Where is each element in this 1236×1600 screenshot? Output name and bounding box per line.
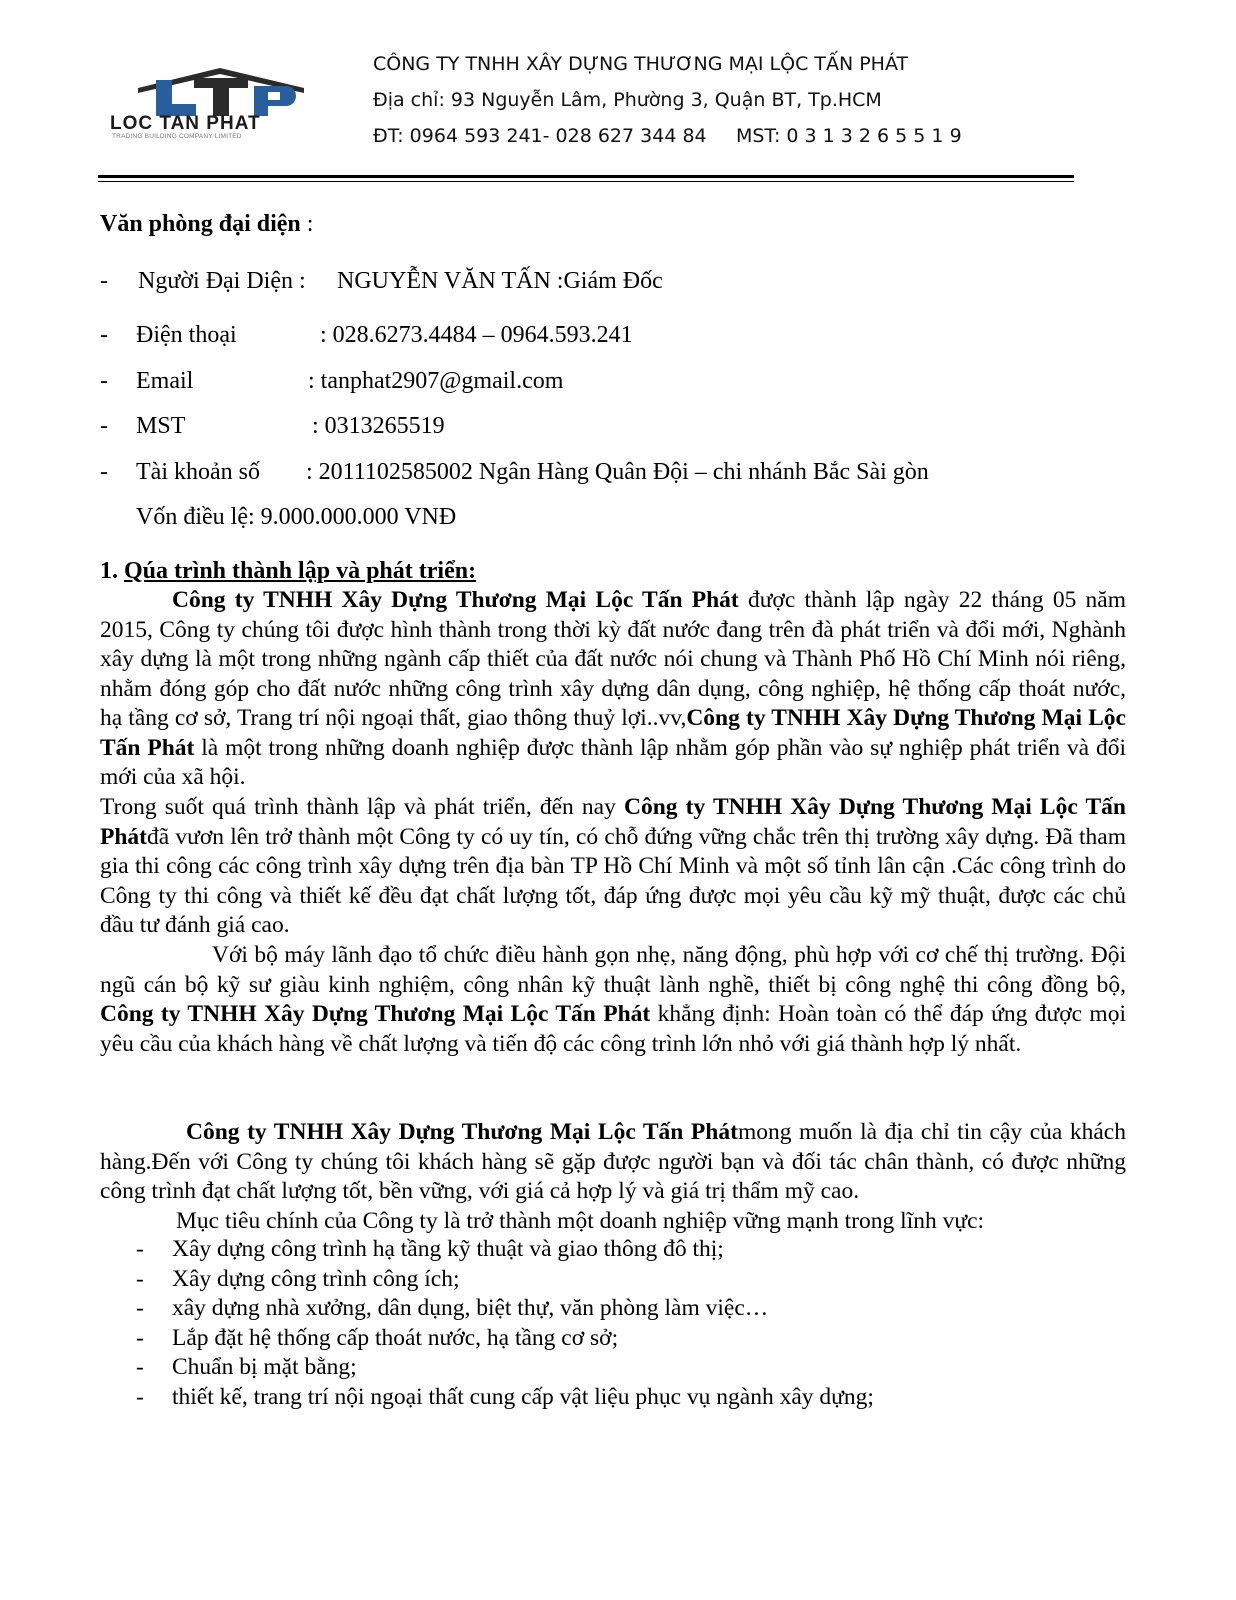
list-dash: - [100, 268, 108, 294]
paragraph-mission: Công ty TNHH Xây Dựng Thương Mại Lộc Tấn Phátmong muốn là địa chỉ tin cậy của khách hàng.Đến với Công ty chúng tôi khách hàng sẽ gặp được người bạn và đối tác chân thành, có được những công trình đạt chất lượng tốt, bền vững, với giá cả hợp lý và giá trị thẩm mỹ cao. [100, 1119, 1126, 1204]
company-name: CÔNG TY TNHH XÂY DỰNG THƯƠNG MẠI LỘC TẤN PHÁT [373, 53, 909, 75]
representative-label: Người Đại Diện : [138, 268, 306, 294]
tax-label: MST [136, 413, 186, 439]
company-phone: ĐT: 0964 593 241- 028 627 344 84 [373, 125, 707, 147]
company-tax-code: MST: 0 3 1 3 2 6 5 5 1 9 [736, 125, 962, 147]
section-heading: 1. Qúa trình thành lập và phát triển: [100, 558, 477, 584]
logo-tagline: TRADING BUILDING COMPANY LIMITED [112, 133, 242, 140]
list-item: - thiết kế, trang trí nội ngoại thất cung cấp vật liệu phục vụ ngành xây dựng; [136, 1383, 874, 1410]
charter-capital: Vốn điều lệ: 9.000.000.000 VNĐ [136, 504, 457, 530]
list-dash: - [100, 459, 108, 485]
list-item: - xây dựng nhà xưởng, dân dụng, biệt thự, văn phòng làm việc… [136, 1295, 769, 1321]
paragraph-founding: Công ty TNHH Xây Dựng Thương Mại Lộc Tấn Phát được thành lập ngày 22 tháng 05 năm 2015, Công ty chúng tôi được hình thành trong thời kỳ đất nước đang trên đà phát triển và đổi mới, Nghành xây dựng là một trong những ngành cấp thiết của đất nước nói chung và Thành Phố Hồ Chí Minh nói riêng, nhằm đóng góp cho đất nước những công trình xây dựng dân dụng, công nghiệp, hệ thống cấp thoát nước, hạ tầng cơ sở, Trang trí nội ngoại thất, giao thông thuỷ lợi..vv,Công ty TNHH Xây Dựng Thương Mại Lộc Tấn Phát là một trong những doanh nghiệp được thành lập nhằm góp phần vào sự nghiệp phát triển và đổi mới của xã hội. [100, 587, 1126, 790]
paragraph-development: Trong suốt quá trình thành lập và phát triển, đến nay Công ty TNHH Xây Dựng Thương Mại Lộc Tấn Phátđã vươn lên trở thành một Công ty có uy tín, có chỗ đứng vững chắc trên thị trường xây dựng. Đã tham gia thi công các công trình xây dựng trên địa bàn TP Hồ Chí Minh và một số tỉnh lân cận .Các công trình do Công ty thi công và thiết kế đều đạt chất lượng tốt, đáp ứng được mọi yêu cầu kỹ mỹ thuật, được các chủ đầu tư đánh giá cao. [100, 794, 1126, 938]
tax-value: : 0313265519 [312, 413, 445, 439]
goals-list [136, 1236, 1036, 1413]
header-divider-thin [98, 181, 1074, 182]
phone-label: Điện thoại [136, 322, 237, 348]
paragraph-capabilities: Với bộ máy lãnh đạo tổ chức điều hành gọn nhẹ, năng động, phù hợp với cơ chế thị trường. Đội ngũ cán bộ kỹ sư giàu kinh nghiệm, công nhân kỹ thuật lành nghề, thiết bị công nghệ thi công đồng bộ, Công ty TNHH Xây Dựng Thương Mại Lộc Tấn Phát khẳng định: Hoàn toàn có thể đáp ứng được mọi yêu cầu của khách hàng về chất lượng và tiến độ các công trình lớn nhỏ với giá thành hợp lý nhất. [100, 942, 1126, 1057]
office-heading: Văn phòng đại diện : [100, 211, 314, 237]
representative-value: NGUYỄN VĂN TẤN :Giám Đốc [337, 268, 663, 294]
bank-account-label: Tài khoản số [136, 459, 260, 485]
email-label: Email [136, 368, 194, 394]
phone-value: : 028.6273.4484 – 0964.593.241 [320, 322, 633, 348]
header-divider-thick [98, 175, 1074, 178]
list-item: - Lắp đặt hệ thống cấp thoát nước, hạ tầng cơ sở; [136, 1324, 619, 1351]
list-dash: - [100, 368, 108, 394]
list-dash: - [100, 413, 108, 439]
company-address: Địa chỉ: 93 Nguyễn Lâm, Phường 3, Quận BT, Tp.HCM [373, 89, 882, 111]
bank-account-value: : 2011102585002 Ngân Hàng Quân Đội – chi nhánh Bắc Sài gòn [306, 459, 929, 485]
list-item: - Xây dựng công trình hạ tầng kỹ thuật và giao thông đô thị; [136, 1236, 724, 1262]
list-item: - Xây dựng công trình công ích; [136, 1265, 460, 1292]
email-value: : tanphat2907@gmail.com [308, 368, 564, 394]
logo-wordmark: LOC TAN PHAT [110, 113, 261, 134]
goals-intro: Mục tiêu chính của Công ty là trở thành một doanh nghiệp vững mạnh trong lĩnh vực: [176, 1208, 985, 1234]
list-item: - Chuẩn bị mặt bằng; [136, 1354, 357, 1380]
list-dash: - [100, 322, 108, 348]
